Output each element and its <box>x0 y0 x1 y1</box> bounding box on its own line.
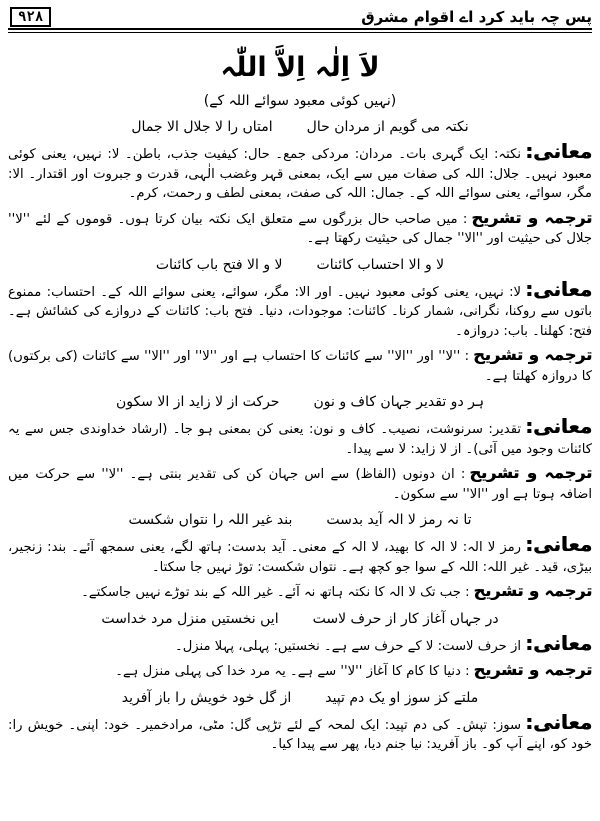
maani-text: رمز لا الہ: لا الہ کا بھید، لا الہ کے معنی۔ آید بدست: ہاتھ لگے، یعنی سمجھ آئے۔ بند: زنجیر، بیڑی، قید۔ غیر اللہ: اللہ کے سوا جو کچھ ہے۔ نتواں شکست: توڑ نہیں جا سکتا۔ <box>8 540 592 575</box>
maani-text: نکتہ: ایک گہری بات۔ مردان: مردکی جمع۔ حال: کیفیت جذب، باطن۔ لا: نہیں، یعنی کوئی معبود نہیں۔ جلال: اللہ کی صفات میں سے ایک، بمعنی قہر وغضب الٰہی، قدرت و جبروت اور اقتدار۔ الا: مگر، سوائے، یعنی سوائے اللہ کے۔ جمال: اللہ کی صفت، بمعنی لطف و رحمت، کرم۔ <box>8 147 592 201</box>
tashreeh-label: ترجمہ و تشریح <box>473 660 592 679</box>
tashreeh-label: ترجمہ و تشریح <box>469 463 592 482</box>
tashreeh-text: : ان دونوں (الفاظ) سے اس جہان کن کی تقدیر بنتی ہے۔ ''لا'' سے حرکت میں اضافہ ہوتا ہے اور ''الا'' سے سکون۔ <box>8 467 592 502</box>
maani-text: تقدیر: سرنوشت، نصیب۔ کاف و نون: یعنی کن بمعنی ہو جا۔ (ارشاد خداوندی جس سے یہ کائنات وجود میں آئی)۔ از لا زاید: لا سے پیدا۔ <box>8 422 592 457</box>
verse-couplet <box>8 510 592 530</box>
verse-couplet <box>8 255 592 275</box>
verse-misra: ملتے کز سوز او یک دم تپید <box>325 689 479 706</box>
verse-misra: نکتہ می گویم از مردان حال <box>306 119 469 135</box>
tashreeh-label: ترجمہ و تشریح <box>473 581 592 600</box>
maani-block <box>8 534 592 577</box>
verse-couplet <box>8 688 592 708</box>
maani-label: معانی: <box>525 276 592 301</box>
section-heading: لاَ اِلٰہ اِلاَّ اللّٰہ <box>220 52 380 83</box>
verse-misra: بند غیر اللہ را نتواں شکست <box>128 512 293 528</box>
maani-text: لا: نہیں، یعنی کوئی معبود نہیں۔ اور الا: مگر، سوائے، یعنی سوائے اللہ کے۔ احتساب: ممنوع باتوں سے روکنا، نگرانی، شمار کرنا۔ کائنات: موجودات، دنیا۔ فتح باب: کائنات کے دروازے کی کشائش ہے۔ فتح: کھلنا۔ باب: دروازہ۔ <box>8 284 592 339</box>
verse-misra: ہر دو تقدیر جہان کاف و نون <box>313 394 485 410</box>
verse-couplet <box>8 117 592 137</box>
tashreeh-text: : دنیا کا کام کا آغاز ''لا'' سے ہے۔ یہ مرد خدا کی پہلی منزل ہے۔ <box>115 664 470 679</box>
page-number: ۹۲۸ <box>10 7 51 27</box>
verse-misra: از گل خود خویش را باز آفرید <box>121 689 292 706</box>
verse-misra: تا نہ رمز لا الہ آید بدست <box>326 512 472 528</box>
verse-couplet <box>8 609 592 629</box>
tashreeh-text: : ''لا'' اور ''الا'' سے کائنات کا احتساب ہے اور ''لا'' اور ''الا'' سے کائنات (کی برکتوں) کا دروازہ کھلتا ہے۔ <box>8 349 592 384</box>
maani-block <box>8 630 592 657</box>
maani-label: معانی: <box>525 414 592 438</box>
maani-label: معانی: <box>525 139 592 163</box>
tashreeh-text: : جب تک لا الہ کا نکتہ ہاتھ نہ آئے۔ غیر اللہ کے بند توڑے نہیں جاسکتے۔ <box>81 585 470 600</box>
section-subheading: (نہیں کوئی معبود سوائے اللہ کے) <box>203 93 397 109</box>
verse-misra: حرکت از لا زاید از الا سکون <box>115 394 280 410</box>
maani-block <box>8 141 592 204</box>
tashreeh-label: ترجمہ و تشریح <box>473 345 592 364</box>
verse-misra: در جہاں آغاز کار از حرف لاست <box>312 610 499 627</box>
tashreeh-block <box>8 463 592 504</box>
maani-text: از حرف لاست: لا کے حرف سے ہے۔ نخستیں: پہلی، پہلا منزل۔ <box>174 638 522 654</box>
tashreeh-text: : میں صاحب حال بزرگوں سے متعلق ایک نکتہ بیان کرتا ہوں۔ قوموں کے لئے ''لا'' جلال کی حیثیت اور ''الا'' جمال کی حیثیت رکھتا ہے۔ <box>8 211 592 246</box>
running-title: پس چہ باید کرد اے اقوام مشرق <box>361 8 592 26</box>
page-header <box>8 6 592 30</box>
tashreeh-label: ترجمہ و تشریح <box>471 207 592 227</box>
maani-label: معانی: <box>525 630 592 655</box>
maani-block <box>8 709 592 755</box>
header-rule <box>8 32 592 33</box>
maani-label: معانی: <box>525 709 592 734</box>
verse-misra: لا و الا احتساب کائنات <box>316 256 445 273</box>
tashreeh-block <box>8 345 592 386</box>
tashreeh-block <box>8 660 592 682</box>
verse-misra: لا و الا فتح باب کائنات <box>155 256 283 273</box>
maani-text: سوز: تپش۔ کی دم تپید: ایک لمحہ کے لئے تڑپی گل: مٹی، مرادخمیر۔ خود: اپنی۔ خویش را: خود کو، اپنے آپ کو۔ باز آفرید: نیا جنم دیا، پھر سے پیدا کیا۔ <box>8 717 592 752</box>
verse-misra: امتاں را لا جلال الا جمال <box>131 119 273 135</box>
maani-block <box>8 276 592 342</box>
verse-misra: ایں نخستیں منزل مرد خداست <box>101 610 279 627</box>
maani-label: معانی: <box>525 532 592 556</box>
tashreeh-block <box>8 581 592 603</box>
maani-block <box>8 416 592 459</box>
tashreeh-block <box>8 208 592 249</box>
verse-couplet <box>8 392 592 412</box>
